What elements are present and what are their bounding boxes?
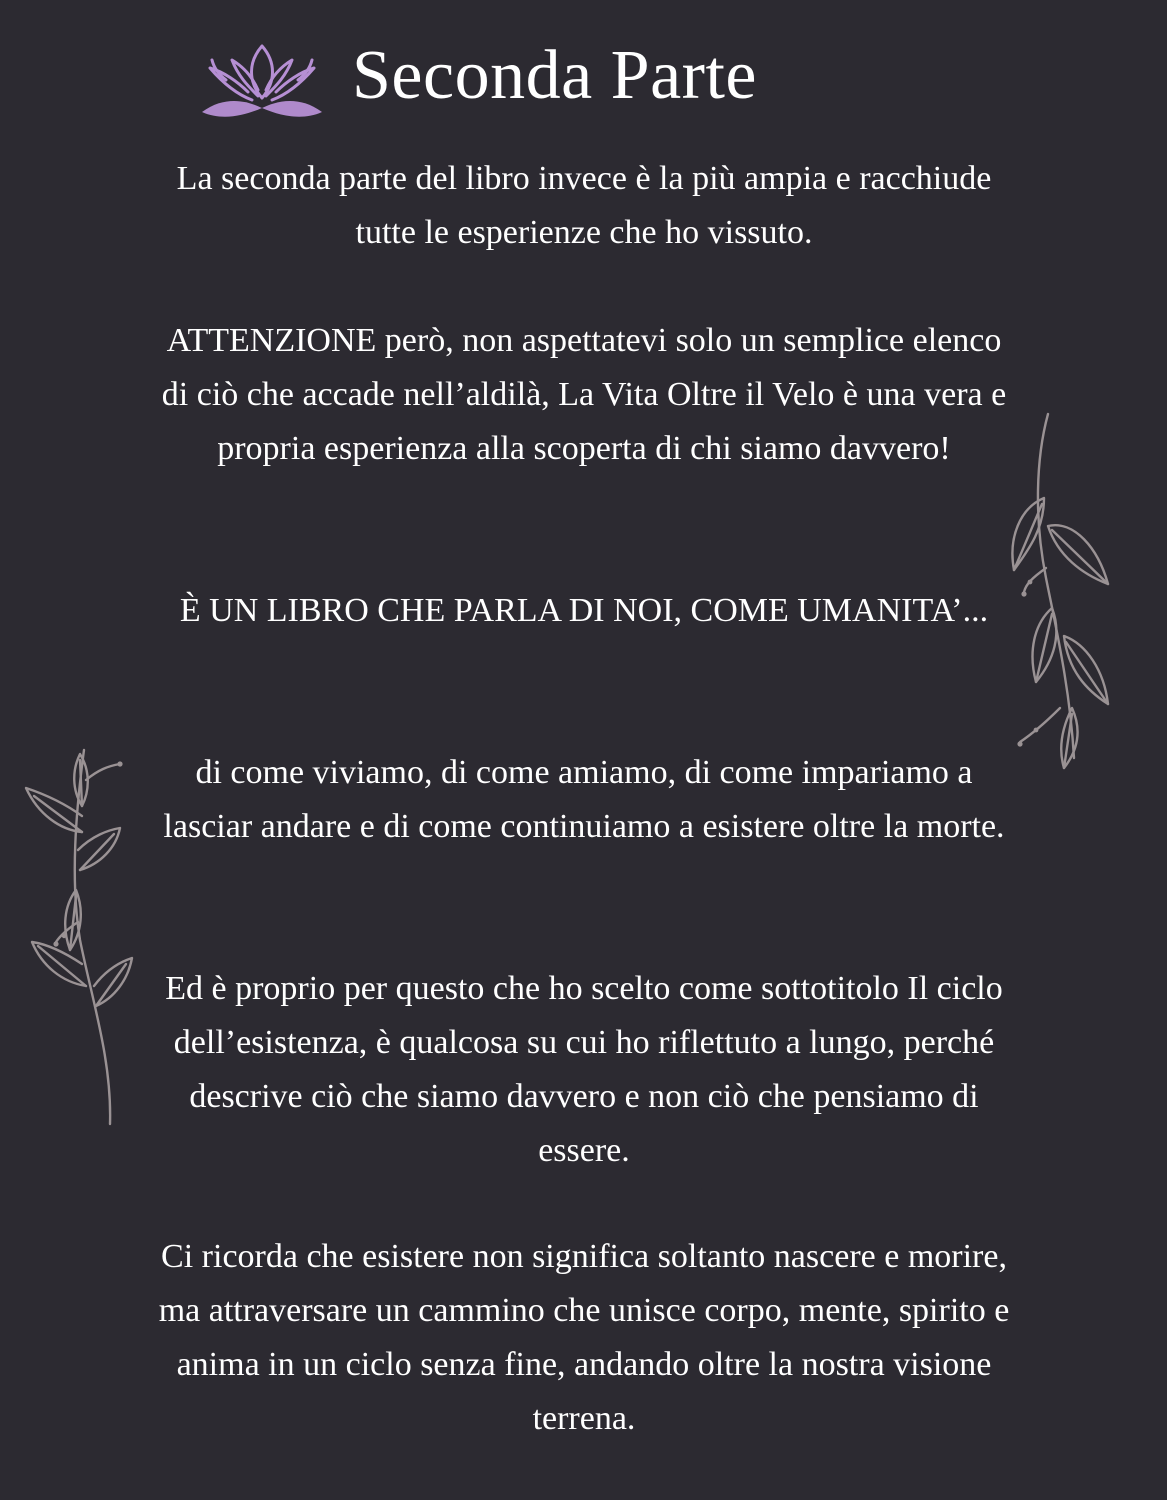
paragraph-sottotitolo: Ed è proprio per questo che ho scelto come sottotitolo Il ciclo dell’esistenza, è qualcosa su cui ho riflettuto a lungo, perché descrive ciò che siamo davvero e non ciò che pensiamo di essere. <box>165 970 1003 1169</box>
leafy-branch-icon <box>1000 408 1130 778</box>
paragraph-umanita: È UN LIBRO CHE PARLA DI NOI, COME UMANITA’... <box>179 592 989 629</box>
lotus-icon <box>196 32 328 124</box>
paragraph-attenzione: ATTENZIONE però, non aspettatevi solo un semplice elenco di ciò che accade nell’aldilà, La Vita Oltre il Velo è una vera e propria esperienza alla scoperta di chi siamo davvero! <box>161 322 1007 467</box>
leafy-branch-icon <box>20 740 140 1130</box>
page-header <box>0 28 1167 128</box>
page-title: Seconda Parte <box>352 37 757 114</box>
paragraph-ciclo: Ci ricorda che esistere non significa soltanto nascere e morire, ma attraversare un cammino che unisce corpo, mente, spirito e anima in un ciclo senza fine, andando oltre la nostra visione terrena. <box>158 1238 1010 1437</box>
paragraph-intro: La seconda parte del libro invece è la più ampia e racchiude tutte le esperienze che ho vissuto. <box>176 160 992 251</box>
paragraph-come-viviamo: di come viviamo, di come amiamo, di come impariamo a lasciar andare e di come continuiamo a esistere oltre la morte. <box>163 754 1005 845</box>
